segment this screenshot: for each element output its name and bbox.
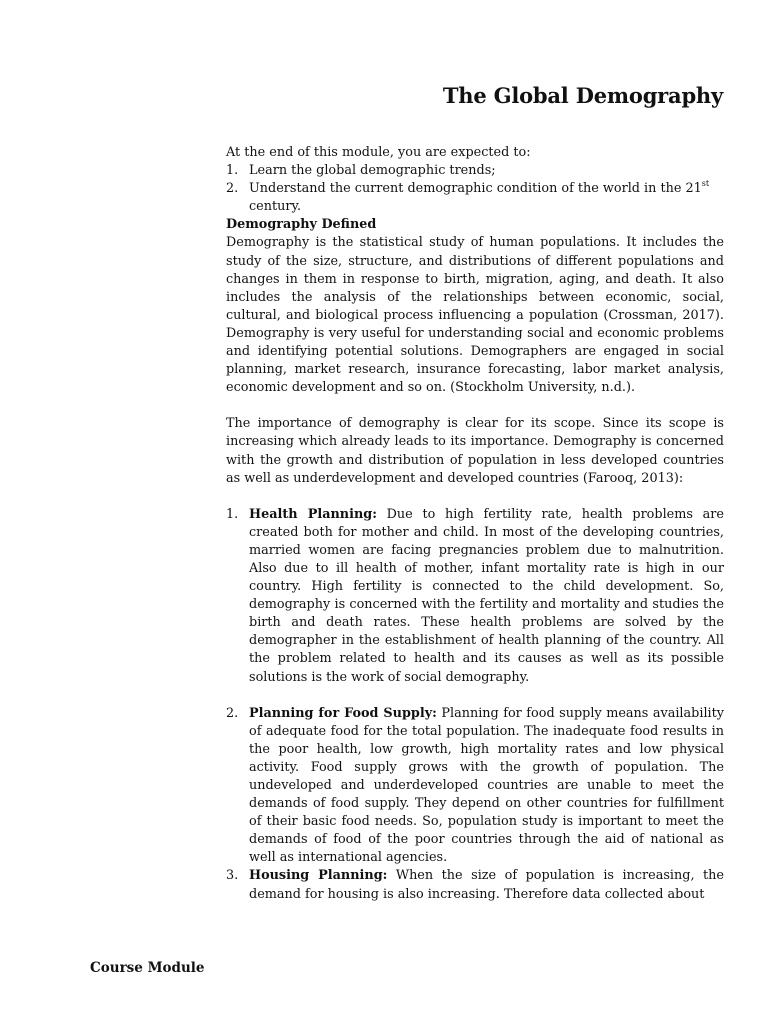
list-number: 1. bbox=[226, 506, 239, 522]
objective-text: Understand the current demographic condition of the world in the 21 bbox=[249, 181, 702, 197]
list-number: 2. bbox=[226, 181, 239, 197]
point-item bbox=[226, 867, 724, 903]
superscript: st bbox=[701, 179, 710, 189]
document-body bbox=[226, 144, 724, 904]
point-item bbox=[226, 705, 724, 868]
list-number: 3. bbox=[226, 868, 239, 884]
point-text: Planning for food supply means availability of adequate food for the total population. The inadequate food results in the poor health, low growth, high mortality rates and low physical activity. Food supply grows with the growth of population. The undeveloped and underdeveloped countries are unable to meet the demands of food supply. They depend on other countries for fulfillment of their basic food needs. So, population study is important to meet the demands of food of the poor countries through the aid of national as well as international agencies. bbox=[249, 705, 724, 866]
point-heading: Planning for Food Supply: bbox=[249, 705, 437, 721]
objective-text: Learn the global demographic trends; bbox=[249, 163, 496, 179]
paragraph-importance: The importance of demography is clear for its scope. Since its scope is increasing which already leads to its importance. Demography is concerned with the growth and distribution of population in less developed countries as well as underdevelopment and developed countries (Farooq, 2013): bbox=[226, 416, 724, 486]
objectives-list bbox=[226, 162, 724, 216]
point-heading: Housing Planning: bbox=[249, 868, 388, 884]
importance-points-list bbox=[226, 506, 724, 904]
point-item bbox=[226, 506, 724, 687]
paragraph-definition: Demography is the statistical study of human populations. It includes the study of the size, structure, and distributions of different populations and changes in them in response to birth, migration, aging, and death. It also includes the analysis of the relationships between economic, social, cultural, and biological process influencing a population (Crossman, 2017). Demography is very useful for understanding social and economic problems and identifying potential solutions. Demographers are engaged in social planning, market research, insurance forecasting, labor market analysis, economic development and so on. (Stockholm University, n.d.). bbox=[226, 235, 724, 396]
page-title: The Global Demography bbox=[442, 83, 723, 108]
point-heading: Health Planning: bbox=[249, 506, 377, 522]
objective-item bbox=[226, 162, 724, 180]
point-text: When the size of population is increasing, the demand for housing is also increasing. Therefore data collected about bbox=[249, 868, 724, 902]
intro-text: At the end of this module, you are expected to: bbox=[226, 145, 531, 160]
footer-course-module: Course Module bbox=[90, 960, 205, 976]
section-heading: Demography Defined bbox=[226, 217, 377, 233]
objective-item bbox=[226, 180, 724, 216]
point-text: Due to high fertility rate, health problems are created both for mother and child. In most of the developing countries, married women are facing pregnancies problem due to malnutrition. Also due to ill health of mother, infant mortality rate is high in our country. High fertility is connected to the child development. So, demography is concerned with the fertility and mortality and studies the birth and death rates. These health problems are solved by the demographer in the establishment of health planning of the country. All the problem related to health and its causes as well as its possible solutions is the work of social demography. bbox=[249, 506, 724, 685]
objective-text-continued: century. bbox=[249, 199, 302, 215]
list-number: 2. bbox=[226, 705, 239, 721]
list-number: 1. bbox=[226, 163, 239, 179]
